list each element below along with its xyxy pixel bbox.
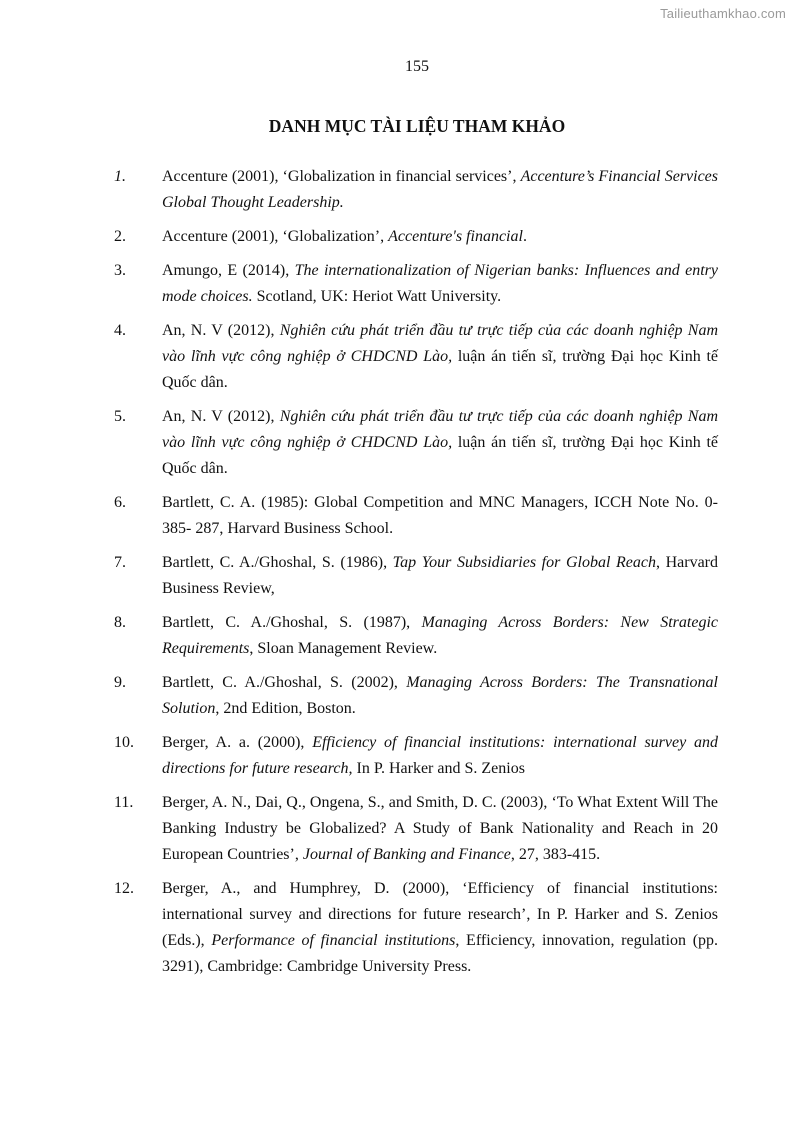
reference-number: 8. [114,614,126,631]
reference-text [162,730,718,782]
reference-title: Nghiên cứu phát triển đầu tư trực tiếp của các doanh nghiệp Nam vào lĩnh vực công nghiệp ở CHDCND Lào, [162,408,719,451]
reference-segment: luận án tiến sĩ, trường Đại học Kinh tế Quốc dân. [162,434,719,477]
reference-text [162,550,718,602]
reference-number: 3. [114,262,126,279]
reference-text [162,404,718,482]
reference-segment: Accenture (2001), ‘Globalization’, [162,228,389,245]
reference-text [162,670,718,722]
reference-title: Managing Across Borders: The Transnational Solution [162,674,719,717]
reference-number: 6. [114,494,126,511]
reference-segment: , 2nd Edition, Boston. [215,700,356,717]
reference-number: 1. [114,168,126,185]
reference-segment: In P. Harker and S. Zenios [352,760,525,777]
reference-number: 12. [114,880,134,897]
page-number: 155 [405,58,429,75]
reference-item [114,876,718,980]
reference-segment: luận án tiến sĩ, trường Đại học Kinh tế Quốc dân. [162,348,719,391]
reference-title: Accenture’s Financial Services Global Thought Leadership. [162,168,719,211]
reference-text [162,258,718,310]
reference-segment: Berger, A. a. (2000), [162,734,313,751]
reference-item [114,610,718,662]
reference-text [162,318,718,396]
reference-item [114,490,718,542]
reference-title: The internationalization of Nigerian banks: Influences and entry mode choices. [162,262,718,305]
reference-segment: , 27, 383-415. [510,846,601,863]
reference-segment: Bartlett, C. A. (1985): Global Competition and MNC Managers, ICCH Note No. 0-385- 287, Harvard Business School. [162,494,718,537]
reference-number: 9. [114,674,126,691]
reference-number: 2. [114,228,126,245]
reference-segment: Amungo, E (2014), [162,262,295,279]
reference-title: Journal of Banking and Finance [302,846,511,863]
reference-number: 4. [114,322,126,339]
reference-title: Efficiency of financial institutions: international survey and directions for future research, [162,734,719,777]
reference-segment: An, N. V (2012), [162,408,280,425]
reference-title: Nghiên cứu phát triển đầu tư trực tiếp của các doanh nghiệp Nam vào lĩnh vực công nghiệp ở CHDCND Lào, [162,322,719,365]
reference-number: 5. [114,408,126,425]
reference-text [162,876,718,980]
reference-list [114,164,718,988]
reference-segment: Bartlett, C. A./Ghoshal, S. (1986), [162,554,393,571]
reference-segment: Bartlett, C. A./Ghoshal, S. (1987), [162,614,422,631]
reference-item [114,730,718,782]
watermark: Tailieuthamkhao.com [660,6,786,21]
reference-text [162,790,718,868]
reference-segment: , Efficiency, innovation, regulation (pp. 3291), Cambridge: Cambridge University Press. [162,932,719,975]
reference-item [114,258,718,310]
reference-segment: . [522,228,527,245]
reference-segment: Accenture (2001), ‘Globalization in financial services’, [162,168,521,185]
reference-title: Accenture's financial [388,228,523,245]
reference-item [114,550,718,602]
reference-number: 11. [114,794,134,811]
reference-item [114,224,718,250]
reference-text [162,610,718,662]
reference-number: 10. [114,734,134,751]
reference-title: Managing Across Borders: New Strategic Requirements [162,614,718,657]
reference-segment: Scotland, UK: Heriot Watt University. [252,288,502,305]
reference-segment: Berger, A. N., Dai, Q., Ongena, S., and Smith, D. C. (2003), ‘To What Extent Will The Banking Industry be Globalized? A Study of Bank Nationality and Reach in 20 European Countries’, [162,794,718,863]
reference-item [114,404,718,482]
reference-text [162,164,718,216]
reference-item [114,670,718,722]
reference-text [162,490,718,542]
reference-item [114,790,718,868]
reference-title: Performance of financial institutions [211,932,456,949]
page-title: DANH MỤC TÀI LIỆU THAM KHẢO [268,116,566,136]
reference-title: Tap Your Subsidiaries for Global Reach [392,554,656,571]
reference-text [162,224,718,250]
reference-segment: , Harvard Business Review, [162,554,719,597]
reference-item [114,318,718,396]
reference-number: 7. [114,554,126,571]
reference-segment: Bartlett, C. A./Ghoshal, S. (2002), [162,674,407,691]
reference-segment: , Sloan Management Review. [249,640,438,657]
reference-item [114,164,718,216]
reference-segment: An, N. V (2012), [162,322,280,339]
reference-segment: Berger, A., and Humphrey, D. (2000), ‘Efficiency of financial institutions: international survey and directions for future research’, In P. Harker and S. Zenios (Eds.), [162,880,718,949]
